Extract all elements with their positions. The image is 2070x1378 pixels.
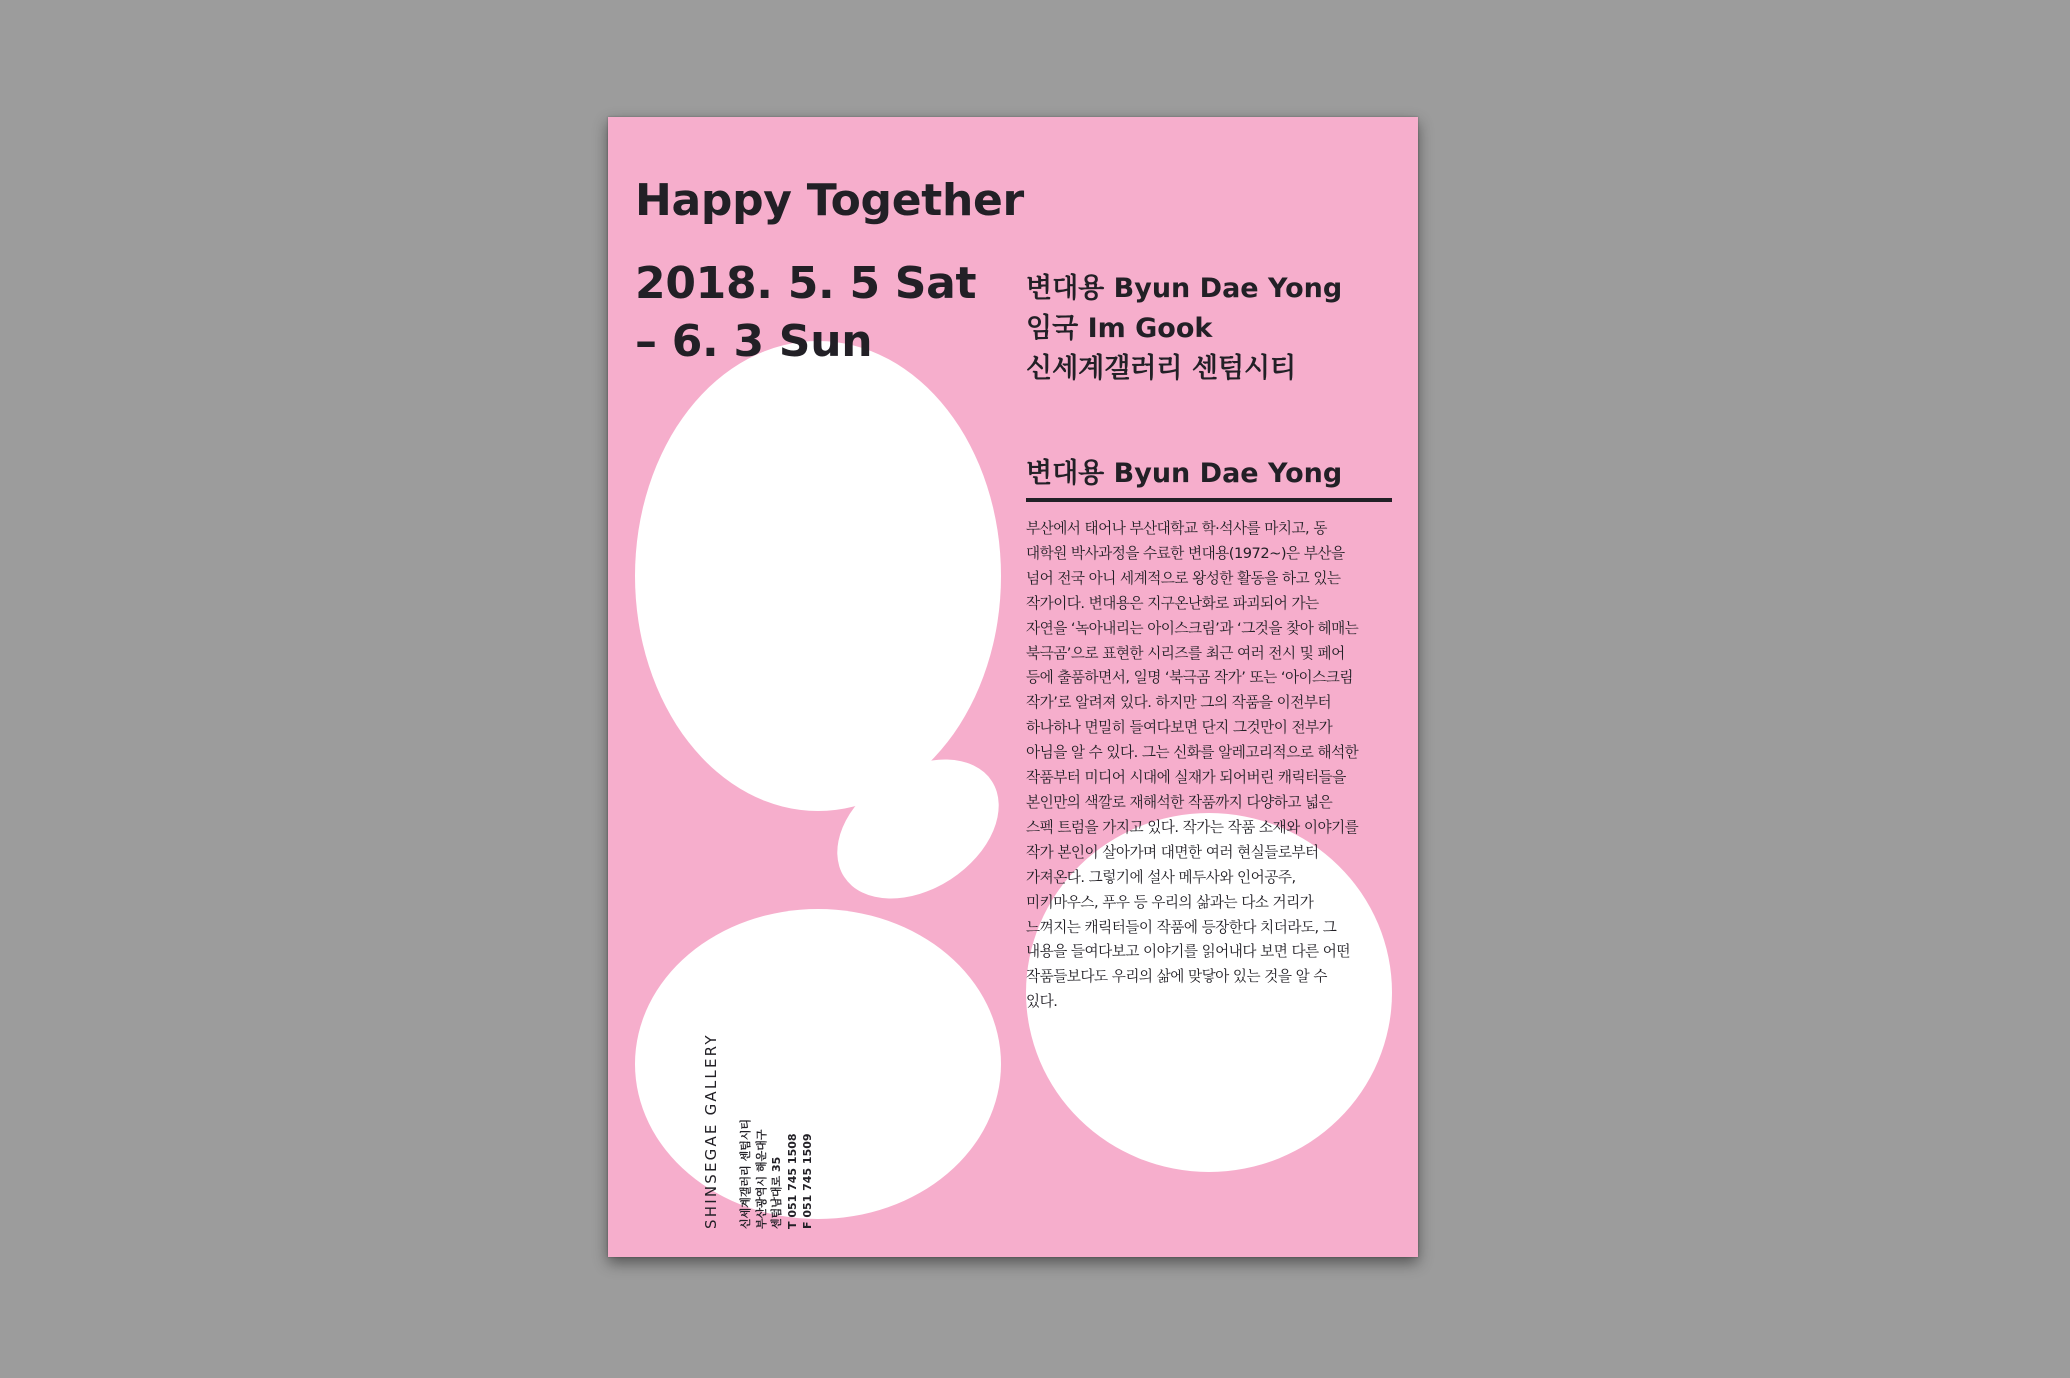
gallery-info-line: 신세계갤러리 센텀시티: [739, 1118, 752, 1229]
bio-line: 하나하나 면밀히 들여다보면 단지 그것만이 전부가: [1026, 719, 1333, 737]
gallery-info-line: 센텀남대로 35: [770, 1156, 783, 1229]
gallery-address: [738, 1033, 816, 1229]
white-oval-top-left: [635, 341, 1001, 811]
gallery-fax: F 051 745 1509: [801, 1133, 814, 1229]
artist-bio: [1026, 517, 1398, 1015]
bio-line: 있다.: [1026, 993, 1058, 1011]
exhibition-dates: [635, 255, 976, 371]
bio-line: 내용을 들여다보고 이야기를 읽어내다 보면 다른 어떤: [1026, 943, 1350, 961]
artist-list: [1026, 269, 1342, 389]
bio-line: 스펙 트럼을 가지고 있다. 작가는 작품 소재와 이야기를: [1026, 818, 1359, 836]
bio-line: 작품들보다도 우리의 삶에 맞닿아 있는 것을 알 수: [1026, 968, 1327, 986]
exhibition-poster: [608, 117, 1418, 1257]
venue-name: 신세계갤러리 센텀시티: [1026, 353, 1297, 384]
bio-line: 가져온다. 그렇기에 설사 메두사와 인어공주,: [1026, 868, 1296, 886]
bio-line: 아님을 알 수 있다. 그는 신화를 알레고리적으로 해석한: [1026, 744, 1359, 762]
bio-line: 부산에서 태어나 부산대학교 학·석사를 마치고, 동: [1026, 520, 1327, 537]
bio-line: 본인만의 색깔로 재해석한 작품까지 다양하고 넓은: [1026, 793, 1333, 811]
gallery-name: SHINSEGAE GALLERY: [702, 1033, 720, 1229]
bio-line: 대학원 박사과정을 수료한 변대용(1972~)은 부산을: [1026, 544, 1345, 562]
bio-line: 북극곰’으로 표현한 시리즈를 최근 여러 전시 및 페어: [1026, 644, 1345, 662]
poster-title: Happy Together: [635, 175, 1024, 226]
gallery-phone: T 051 745 1508: [785, 1133, 799, 1229]
bio-line: 작가’로 알려져 있다. 하지만 그의 작품을 이전부터: [1026, 694, 1332, 712]
bio-line: 자연을 ‘녹아내리는 아이스크림’과 ‘그것을 찾아 헤매는: [1026, 619, 1359, 637]
bio-line: 등에 출품하면서, 일명 ‘북극곰 작가’ 또는 ‘아이스크림: [1026, 669, 1353, 687]
bio-line: 작가 본인이 살아가며 대면한 여러 현실들로부터: [1026, 843, 1319, 861]
artist-im-gook: 임국 Im Gook: [1026, 313, 1213, 344]
gallery-info-block: [700, 1033, 816, 1229]
bio-line: 작가이다. 변대용은 지구온난화로 파괴되어 가는: [1026, 594, 1319, 612]
bio-line: 작품부터 미디어 시대에 실재가 되어버린 캐릭터들을: [1026, 769, 1346, 787]
bio-line: 넘어 전국 아니 세계적으로 왕성한 활동을 하고 있는: [1026, 569, 1341, 587]
date-start: 2018. 5. 5 Sat: [635, 258, 977, 309]
bio-line: 느껴지는 캐릭터들이 작품에 등장한다 치더라도, 그: [1026, 918, 1337, 936]
date-end: – 6. 3 Sun: [635, 316, 873, 367]
gallery-info-line: 부산광역시 해운대구: [754, 1129, 768, 1229]
bio-heading: 변대용 Byun Dae Yong: [1026, 451, 1392, 502]
white-oval-bottom-left: [635, 909, 1001, 1219]
bio-line: 미키마우스, 푸우 등 우리의 삶과는 다소 거리가: [1026, 893, 1314, 911]
artist-byun-dae-yong: 변대용 Byun Dae Yong: [1026, 273, 1343, 304]
